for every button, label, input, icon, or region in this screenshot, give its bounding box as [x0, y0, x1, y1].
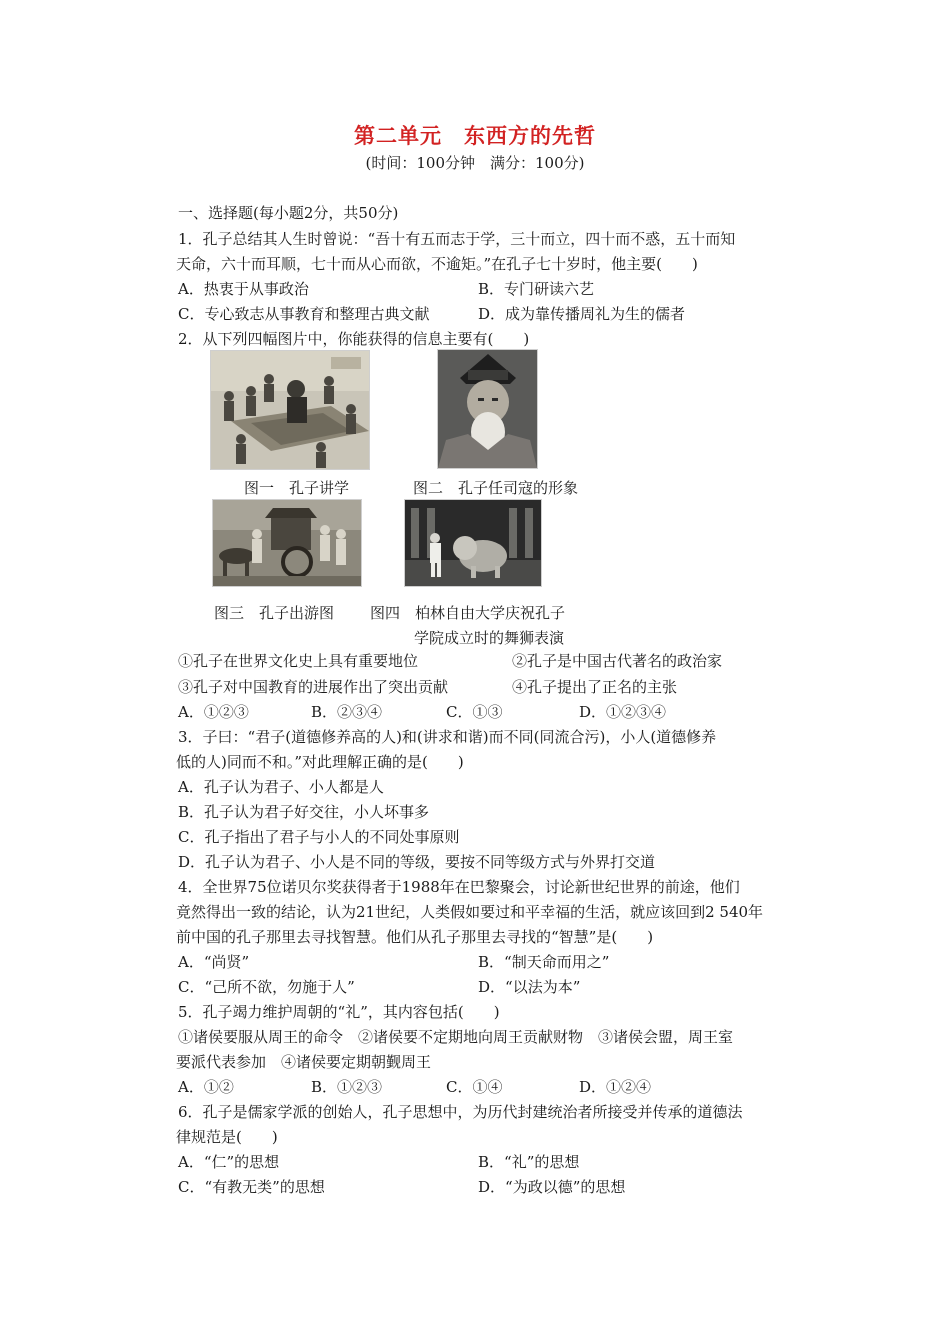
q4-option-b: B．“制天命而用之”: [478, 953, 610, 971]
q5-stem: 5．孔子竭力维护周朝的“礼”，其内容包括( ): [178, 1003, 500, 1021]
q3-option-c: C．孔子指出了君子与小人的不同处事原则: [178, 828, 460, 846]
figure4-caption-line2: 学院成立时的舞狮表演: [414, 629, 565, 647]
q2-option-a: A．①②③: [178, 703, 249, 721]
q1-stem-line1: 1．孔子总结其人生时曾说：“吾十有五而志于学，三十而立，四十而不惑，五十而知: [178, 230, 736, 248]
figure-confucius-portrait: [437, 349, 538, 469]
q2-stem: 2．从下列四幅图片中，你能获得的信息主要有( ): [178, 330, 530, 348]
figure-lion-dance: [404, 499, 542, 587]
q2-statement-4: ④孔子提出了正名的主张: [512, 678, 678, 696]
q4-option-d: D．“以法为本”: [478, 978, 581, 996]
section-heading: 一、选择题(每小题2分，共50分): [178, 204, 399, 222]
q1-option-a: A．热衷于从事政治: [178, 280, 309, 298]
q5-statements-line1: ①诸侯要服从周王的命令 ②诸侯要不定期地向周王贡献财物 ③诸侯会盟，周王室: [178, 1028, 734, 1046]
q6-option-d: D．“为政以德”的思想: [478, 1178, 626, 1196]
q1-option-d: D．成为靠传播周礼为生的儒者: [478, 305, 686, 323]
q6-stem-line2: 律规范是( ): [176, 1128, 278, 1146]
q4-stem-line2: 竟然得出一致的结论，认为21世纪，人类假如要过和平幸福的生活，就应该回到2 540年: [176, 903, 764, 921]
q6-option-c: C．“有教无类”的思想: [178, 1178, 325, 1196]
q4-option-c: C．“己所不欲，勿施于人”: [178, 978, 355, 996]
q5-option-d: D．①②④: [579, 1078, 652, 1096]
q2-option-c: C．①③: [446, 703, 503, 721]
q2-option-d: D．①②③④: [579, 703, 667, 721]
q3-stem-line1: 3．子曰：“君子(道德修养高的人)和(讲求和谐)而不同(同流合污)，小人(道德修养: [178, 728, 717, 746]
q5-option-b: B．①②③: [311, 1078, 383, 1096]
q3-option-b: B．孔子认为君子好交往，小人坏事多: [178, 803, 430, 821]
q6-option-b: B．“礼”的思想: [478, 1153, 580, 1171]
q2-statement-3: ③孔子对中国教育的进展作出了突出贡献: [178, 678, 449, 696]
q2-statement-2: ②孔子是中国古代著名的政治家: [512, 652, 723, 670]
page-subtitle: (时间：100分钟 满分：100分): [365, 154, 585, 172]
q6-stem-line1: 6．孔子是儒家学派的创始人，孔子思想中，为历代封建统治者所接受并传承的道德法: [178, 1103, 743, 1121]
q1-option-b: B．专门研读六艺: [478, 280, 595, 298]
figure4-caption-line1: 图四 柏林自由大学庆祝孔子: [370, 604, 566, 622]
q3-stem-line2: 低的人)同而不和。”对此理解正确的是( ): [176, 753, 464, 771]
q3-option-d: D．孔子认为君子、小人是不同的等级，要按不同等级方式与外界打交道: [178, 853, 656, 871]
figure-confucius-travelling: [212, 499, 362, 587]
q6-option-a: A．“仁”的思想: [178, 1153, 280, 1171]
q4-stem-line1: 4．全世界75位诺贝尔奖获得者于1988年在巴黎聚会，讨论新世纪世界的前途，他们: [178, 878, 740, 896]
q2-option-b: B．②③④: [311, 703, 383, 721]
q5-option-c: C．①④: [446, 1078, 503, 1096]
q5-statements-line2: 要派代表参加 ④诸侯要定期朝觐周王: [176, 1053, 432, 1071]
q1-option-c: C．专心致志从事教育和整理古典文献: [178, 305, 430, 323]
q2-statement-1: ①孔子在世界文化史上具有重要地位: [178, 652, 419, 670]
figure3-caption: 图三 孔子出游图: [214, 604, 335, 622]
q3-option-a: A．孔子认为君子、小人都是人: [178, 778, 384, 796]
page-title: 第二单元 东西方的先哲: [354, 124, 596, 148]
q5-option-a: A．①②: [178, 1078, 234, 1096]
figure-confucius-lecturing: [210, 350, 370, 470]
figure2-caption: 图二 孔子任司寇的形象: [413, 479, 579, 497]
figure1-caption: 图一 孔子讲学: [244, 479, 350, 497]
q4-stem-line3: 前中国的孔子那里去寻找智慧。他们从孔子那里去寻找的“智慧”是( ): [176, 928, 654, 946]
q1-stem-line2: 天命，六十而耳顺，七十而从心而欲，不逾矩。”在孔子七十岁时，他主要( ): [176, 255, 698, 273]
q4-option-a: A．“尚贤”: [178, 953, 250, 971]
